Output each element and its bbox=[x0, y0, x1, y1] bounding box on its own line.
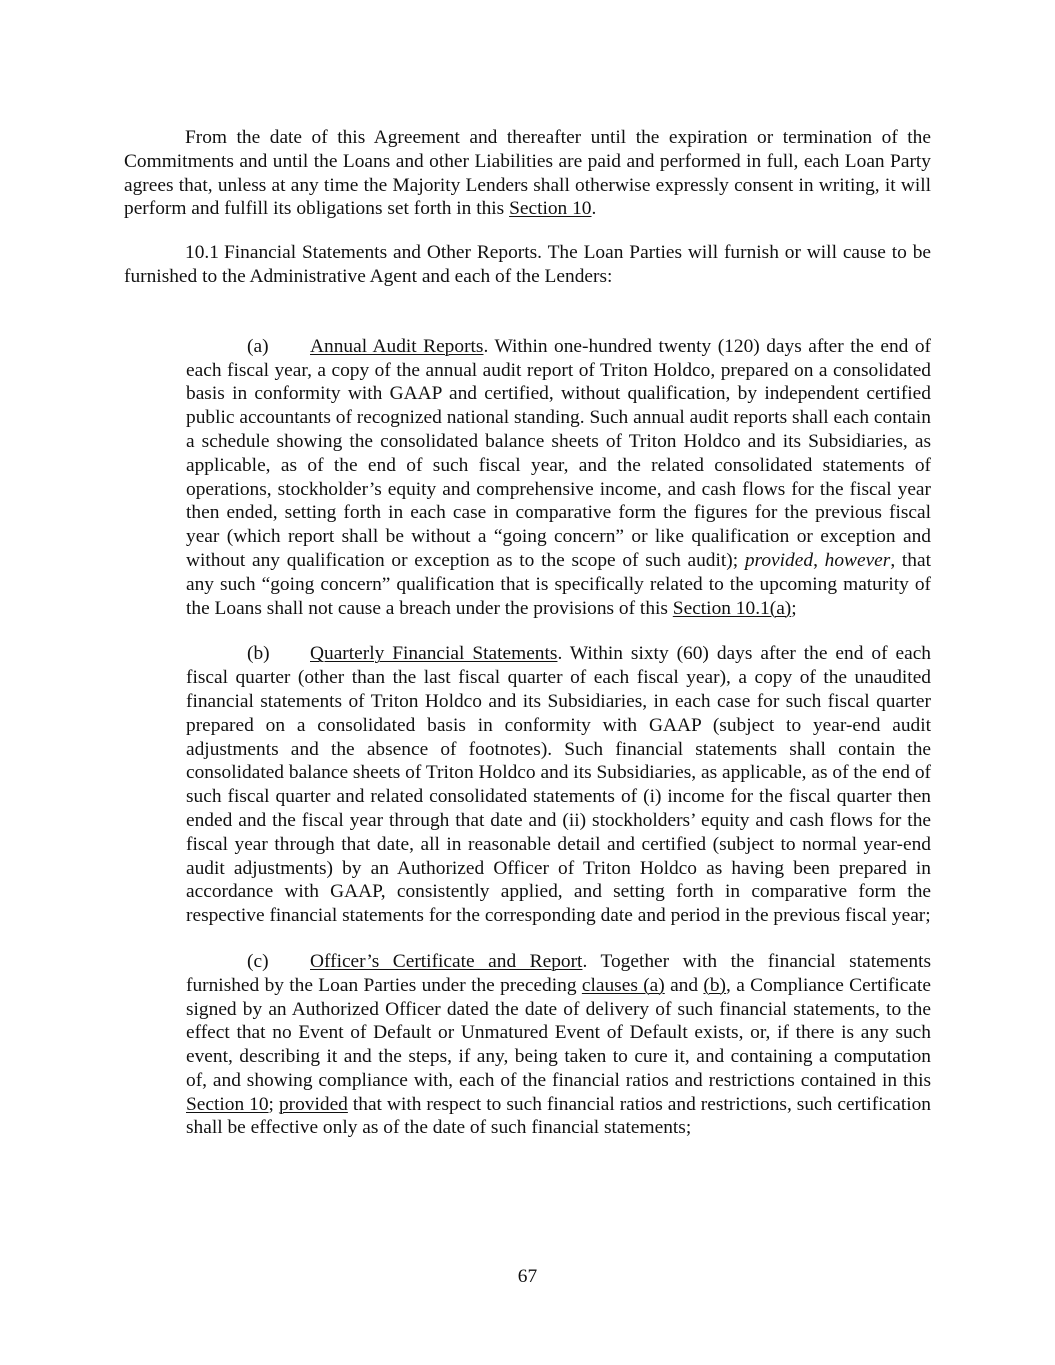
clause-b-text: . Within sixty (60) days after the end of each fiscal quarter (other than the last fiscal quarter of each fiscal year), a copy of the unaudited financial statements of Triton Holdco and its Subsidiaries, in each case for such fiscal quarter prepared on a consolidated basis in conformity with GAAP (subject to year-end audit adjustments and the absence of footnotes). Such financial statements shall contain the consolidated balance sheets of Triton Holdco and its Subsidiaries, as applicable, as of the end of such fiscal quarter and related consolidated statements of (i) income for the fiscal quarter then ended and the fiscal year through that date and (ii) stockholders’ equity and cash flows for the fiscal year through that date, all in reasonable detail and certified (subject to normal year-end audit adjustments) by an Authorized Officer of Triton Holdco as having been prepared in accordance with GAAP, consistently applied, and setting forth in comparative form the respective financial statements for the corresponding date and period in the previous fiscal year; bbox=[186, 643, 931, 927]
clause-a-text-2: , that any such “going concern” qualification that is specifically related to the upcoming maturity of the Loans shall not cause a breach under the provisions of this bbox=[186, 549, 931, 619]
clause-c-provided: provided bbox=[278, 1093, 348, 1115]
clause-c-label: (c) bbox=[247, 950, 269, 972]
clause-c-and: and bbox=[664, 974, 704, 996]
clause-c-heading: Officer’s Certificate and Report bbox=[310, 950, 583, 972]
clause-b-paragraph bbox=[186, 642, 931, 928]
clause-b-label: (b) bbox=[247, 643, 270, 665]
intro-text: From the date of this Agreement and thereafter until the expiration or termination of the Commitments and until the Loans and other Liabilities are paid and performed in full, each Loan Party agrees that, unless at any time the Majority Lenders shall otherwise expressly consent in writing, it will perform and fulfill its obligations set forth in this bbox=[124, 127, 931, 220]
clause-a-provided: provided bbox=[744, 549, 814, 571]
clause-c-text-2: , a Compliance Certificate signed by an Authorized Officer dated the date of delivery of such financial statements, to the effect that no Event of Default or Unmatured Event of Default exists, or, if there is any such event, describing it and the steps, if any, being taken to cure it, and containing a computation of, and showing compliance with, each of the financial ratios and restrictions contained in this bbox=[186, 974, 931, 1091]
intro-paragraph bbox=[124, 126, 931, 221]
clause-a-paragraph bbox=[186, 335, 931, 621]
section-10-1-number: 10.1 bbox=[185, 242, 219, 264]
section-10-1-text: The Loan Parties will furnish or will cause to be furnished to the Administrative Agent and each of the Lenders: bbox=[124, 242, 931, 287]
clause-a-however: however bbox=[824, 549, 891, 571]
page-number: 67 bbox=[517, 1266, 538, 1287]
clause-c-text-1: . Together with the financial statements furnished by the Loan Parties under the preceding bbox=[186, 950, 931, 996]
clause-a-text-1: . Within one-hundred twenty (120) days after the end of each fiscal year, a copy of the annual audit report of Triton Holdco, prepared on a consolidated basis in conformity with GAAP and certified, without qualification, by independent certified public accountants of recognized national standing. Such annual audit reports shall each contain a schedule showing the consolidated balance sheets of Triton Holdco and its Subsidiaries, as applicable, as of the end of such fiscal year, and the related consolidated statements of operations, stockholder’s equity and comprehensive income, and cash flows for the fiscal year then ended, setting forth in each case in comparative form the figures for the previous fiscal year (which report shall be without a “going concern” or like qualification or exception and without any qualification or exception as to the scope of such audit); bbox=[186, 335, 932, 571]
document-page bbox=[124, 126, 931, 1140]
clause-c-text-3: that with respect to such financial ratios and restrictions, such certification shall be effective only as of the date of such financial statements; bbox=[186, 1093, 931, 1139]
clause-a-end: ; bbox=[791, 597, 797, 619]
section-10-1-a-reference: Section 10.1(a) bbox=[672, 597, 792, 619]
clause-a-heading: Annual Audit Reports bbox=[310, 335, 484, 357]
section-10-reference: Section 10 bbox=[509, 198, 592, 220]
intro-end: . bbox=[591, 198, 597, 220]
clause-a-comma: , bbox=[813, 549, 825, 571]
clause-b-reference: (b) bbox=[703, 974, 727, 996]
clause-a-label: (a) bbox=[247, 335, 269, 357]
clause-b-heading: Quarterly Financial Statements bbox=[310, 643, 558, 665]
clauses-a-reference: clauses (a) bbox=[581, 974, 665, 996]
clause-c-semicolon: ; bbox=[268, 1093, 279, 1115]
section-10-reference-2: Section 10 bbox=[186, 1093, 269, 1115]
section-10-1-paragraph bbox=[124, 241, 931, 289]
section-10-1-title: Financial Statements and Other Reports. bbox=[224, 242, 543, 264]
clause-c-paragraph bbox=[186, 950, 931, 1140]
